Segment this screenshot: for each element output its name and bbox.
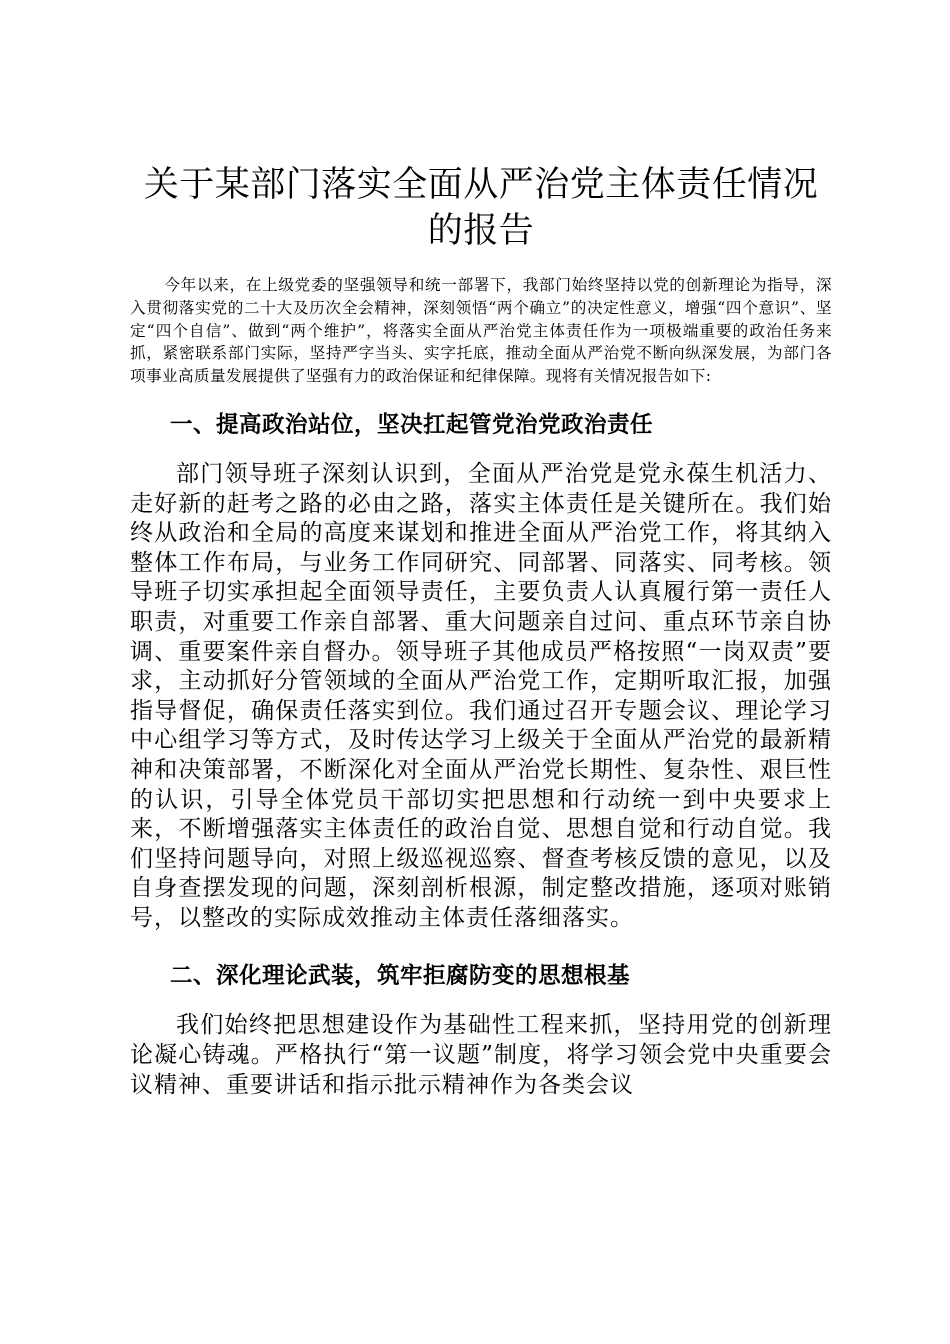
section-2-paragraph: 我们始终把思想建设作为基础性工程来抓，坚持用党的创新理论凝心铸魂。严格执行“第一议题”制度，将学习领会党中央重要会议精神、重要讲话和指示批示精神作为各类会议 xyxy=(130,1012,832,1098)
document-page xyxy=(130,162,832,1100)
intro-paragraph: 今年以来，在上级党委的坚强领导和统一部署下，我部门始终坚持以党的创新理论为指导，深入贯彻落实党的二十大及历次全会精神，深刻领悟“两个确立”的决定性意义，增强“四个意识”、坚定“四个自信”、做到“两个维护”，将落实全面从严治党主体责任作为一项极端重要的政治任务来抓，紧密联系部门实际，坚持严字当头、实字托底，推动全面从严治党不断向纵深发展，为部门各项事业高质量发展提供了坚强有力的政治保证和纪律保障。现将有关情况报告如下: xyxy=(130,276,832,386)
document-title: 关于某部门落实全面从严治党主体责任情况的报告 xyxy=(143,165,819,251)
section-1-paragraph: 部门领导班子深刻认识到，全面从严治党是党永葆生机活力、走好新的赶考之路的必由之路，落实主体责任是关键所在。我们始终从政治和全局的高度来谋划和推进全面从严治党工作，将其纳入整体工作布局，与业务工作同研究、同部署、同落实、同考核。领导班子切实承担起全面领导责任，主要负责人认真履行第一责任人职责，对重要工作亲自部署、重大问题亲自过问、重点环节亲自协调、重要案件亲自督办。领导班子其他成员严格按照“一岗双责”要求，主动抓好分管领域的全面从严治党工作，定期听取汇报，加强指导督促，确保责任落实到位。我们通过召开专题会议、理论学习中心组学习等方式，及时传达学习上级关于全面从严治党的最新精神和决策部署，不断深化对全面从严治党长期性、复杂性、艰巨性的认识，引导全体党员干部切实把思想和行动统一到中央要求上来，不断增强落实主体责任的政治自觉、思想自觉和行动自觉。我们坚持问题导向，对照上级巡视巡察、督查考核反馈的意见，以及自身查摆发现的问题，深刻剖析根源，制定整改措施，逐项对账销号，以整改的实际成效推动主体责任落细落实。 xyxy=(130,460,832,931)
section-1-heading: 一、提高政治站位，坚决扛起管党治党政治责任 xyxy=(170,411,654,438)
section-2-heading: 二、深化理论武装，筑牢拒腐防变的思想根基 xyxy=(170,963,631,990)
